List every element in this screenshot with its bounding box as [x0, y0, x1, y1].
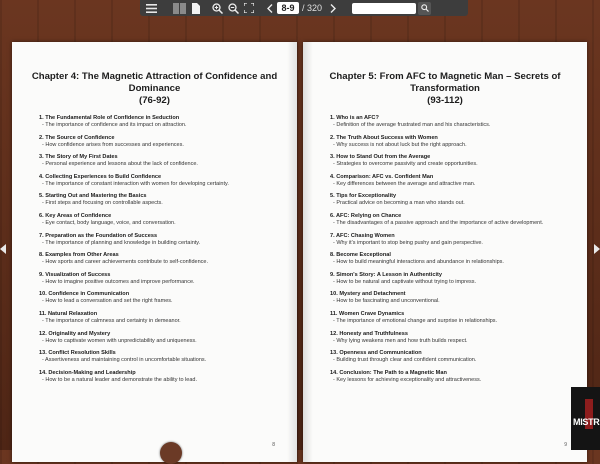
item-title: 10. Confidence in Communication: [39, 291, 130, 298]
item-title: 6. Key Areas of Confidence: [39, 212, 112, 219]
list-item: [39, 213, 283, 227]
item-description: - Key differences between the average and attractive man.: [333, 180, 476, 187]
item-description: - The importance of confidence and its impact on attraction.: [42, 122, 187, 128]
page-number: 8: [272, 442, 275, 448]
item-title: 3. How to Stand Out from the Average: [330, 154, 431, 161]
list-item: [39, 291, 283, 305]
list-item: [330, 291, 573, 305]
item-title: 14. Conclusion: The Path to a Magnetic Man: [330, 369, 447, 376]
list-item: [330, 350, 573, 364]
list-item: [39, 350, 283, 364]
list-item: [39, 311, 283, 325]
item-title: 4. Comparison: AFC vs. Confident Man: [330, 173, 434, 180]
item-title: 10. Mystery and Detachment: [330, 291, 406, 298]
item-description: - Why success is not about luck but the right approach.: [333, 141, 467, 148]
item-description: - Practical advice on becoming a man who stands out.: [333, 200, 465, 207]
item-description: - How to be a natural leader and demonstrate the ability to lead.: [42, 376, 198, 383]
item-title: 13. Openness and Communication: [330, 350, 422, 357]
viewer-toolbar: [140, 0, 468, 16]
page-total: / 320: [302, 3, 323, 13]
cover-title-text: MISTR: [573, 417, 600, 427]
item-description: - How to build meaningful interactions and abundance in relationships.: [333, 259, 504, 266]
item-title: 8. Become Exceptional: [330, 252, 391, 259]
book-cover-thumbnail[interactable]: [571, 387, 600, 450]
item-title: 14. Decision-Making and Leadership: [39, 369, 136, 376]
item-description: - Key lessons for achieving exceptionality and attractiveness.: [333, 376, 482, 383]
list-item: [330, 115, 573, 129]
list-item: [330, 252, 573, 266]
item-title: 13. Conflict Resolution Skills: [39, 350, 116, 357]
item-description: - The importance of emotional change and surprise in relationships.: [333, 317, 498, 324]
zoom-in-icon[interactable]: [209, 0, 225, 16]
next-spread-arrow-icon[interactable]: [594, 244, 600, 254]
chapter-page-range: (93-112): [427, 95, 463, 106]
chapter-page-range: (76-92): [139, 95, 170, 106]
list-item: [39, 135, 283, 149]
item-description: - How confidence arises from successes and experiences.: [42, 141, 184, 148]
item-description: - Why lying weakens men and how truth builds respect.: [333, 337, 468, 344]
item-description: - How to imagine positive outcomes and improve performance.: [42, 278, 195, 285]
right-page: [303, 42, 587, 462]
double-page-icon[interactable]: [171, 0, 187, 16]
search-input[interactable]: [352, 3, 416, 14]
list-item: [39, 272, 283, 286]
list-item: [39, 331, 283, 345]
item-description: - Assertiveness and maintaining control in uncomfortable situations.: [42, 357, 207, 364]
item-description: - How to lead a conversation and set the right frames.: [42, 298, 173, 305]
list-item: [39, 115, 283, 129]
item-description: - Strategies to overcome passivity and create opportunities.: [333, 161, 478, 168]
item-title: 4. Collecting Experiences to Build Confidence: [39, 173, 162, 180]
list-item: [330, 135, 573, 149]
list-item: [330, 331, 573, 345]
item-title: 5. Tips for Exceptionality: [330, 193, 397, 200]
fullscreen-icon[interactable]: [241, 0, 257, 16]
list-item: [39, 252, 283, 266]
list-item: [39, 174, 283, 188]
list-item: [330, 233, 573, 247]
chapter-title: Chapter 4: The Magnetic Attraction of Confidence and Dominance: [31, 71, 278, 94]
item-title: 12. Honesty and Truthfulness: [330, 330, 409, 337]
list-item: [330, 311, 573, 325]
item-description: - The importance of planning and knowledge in building certainty.: [42, 239, 201, 246]
list-item: [330, 193, 573, 207]
item-title: 5. Starting Out and Mastering the Basics: [39, 193, 147, 200]
item-title: 9. Visualization of Success: [39, 271, 111, 278]
chapter-title: Chapter 5: From AFC to Magnetic Man – Secrets of Transformation: [329, 71, 561, 94]
item-description: - Personal experience and lessons about the lack of confidence.: [42, 161, 198, 168]
item-description: - How to captivate women with unpredictability and uniqueness.: [42, 337, 197, 344]
list-item: [39, 193, 283, 207]
list-item: [39, 370, 283, 384]
item-description: - Eye contact, body language, voice, and conversation.: [42, 219, 176, 226]
item-title: 11. Women Crave Dynamics: [330, 310, 405, 317]
list-item: [330, 272, 573, 286]
page-number-input[interactable]: 8-9: [277, 2, 299, 14]
previous-page-icon[interactable]: [263, 0, 277, 16]
list-item: [330, 154, 573, 168]
item-title: 9. Simon's Story: A Lesson in Authenticity: [330, 271, 442, 278]
item-description: - How to be natural and captivate without trying to impress.: [333, 278, 477, 285]
item-description: - The importance of calmness and certainty in demeanor.: [42, 317, 181, 324]
item-description: - The disadvantages of a passive approach and the importance of active development.: [333, 219, 544, 226]
search-icon[interactable]: [418, 2, 431, 15]
item-title: 1. Who is an AFC?: [330, 115, 379, 121]
item-title: 6. AFC: Relying on Chance: [330, 212, 402, 219]
left-page: [12, 42, 297, 462]
item-description: - Definition of the average frustrated man and his characteristics.: [333, 122, 491, 128]
zoom-out-icon[interactable]: [225, 0, 241, 16]
list-item: [330, 213, 573, 227]
item-description: - First steps and focusing on controllable aspects.: [42, 200, 163, 207]
page-number: 9: [564, 442, 567, 448]
item-description: - Building trust through clear and confident communication.: [333, 357, 477, 364]
next-page-icon[interactable]: [326, 0, 340, 16]
item-title: 7. AFC: Chasing Women: [330, 232, 395, 239]
list-item: [39, 154, 283, 168]
item-title: 11. Natural Relaxation: [39, 310, 98, 317]
chapter-contents-list: [12, 115, 297, 384]
menu-icon[interactable]: [143, 0, 159, 16]
list-item: [39, 233, 283, 247]
chapter-contents-list: [303, 115, 587, 384]
list-item: [330, 370, 573, 384]
single-page-icon[interactable]: [189, 0, 203, 16]
item-title: 2. The Source of Confidence: [39, 134, 115, 141]
item-description: - How sports and career achievements contribute to self-confidence.: [42, 259, 208, 266]
item-title: 12. Originality and Mystery: [39, 330, 111, 337]
item-title: 7. Preparation as the Foundation of Success: [39, 232, 158, 239]
item-title: 2. The Truth About Success with Women: [330, 134, 438, 141]
item-title: 8. Examples from Other Areas: [39, 252, 119, 259]
item-title: 3. The Story of My First Dates: [39, 154, 118, 161]
item-title: 1. The Fundamental Role of Confidence in Seduction: [39, 115, 180, 121]
floating-circle-button[interactable]: [160, 442, 182, 464]
item-description: - Why it's important to stop being pushy and gain perspective.: [333, 239, 483, 246]
list-item: [330, 174, 573, 188]
item-description: - How to be fascinating and unconventional.: [333, 298, 440, 305]
item-description: - The importance of constant interaction with women for developing certainty.: [42, 180, 229, 187]
previous-spread-arrow-icon[interactable]: [0, 244, 6, 254]
